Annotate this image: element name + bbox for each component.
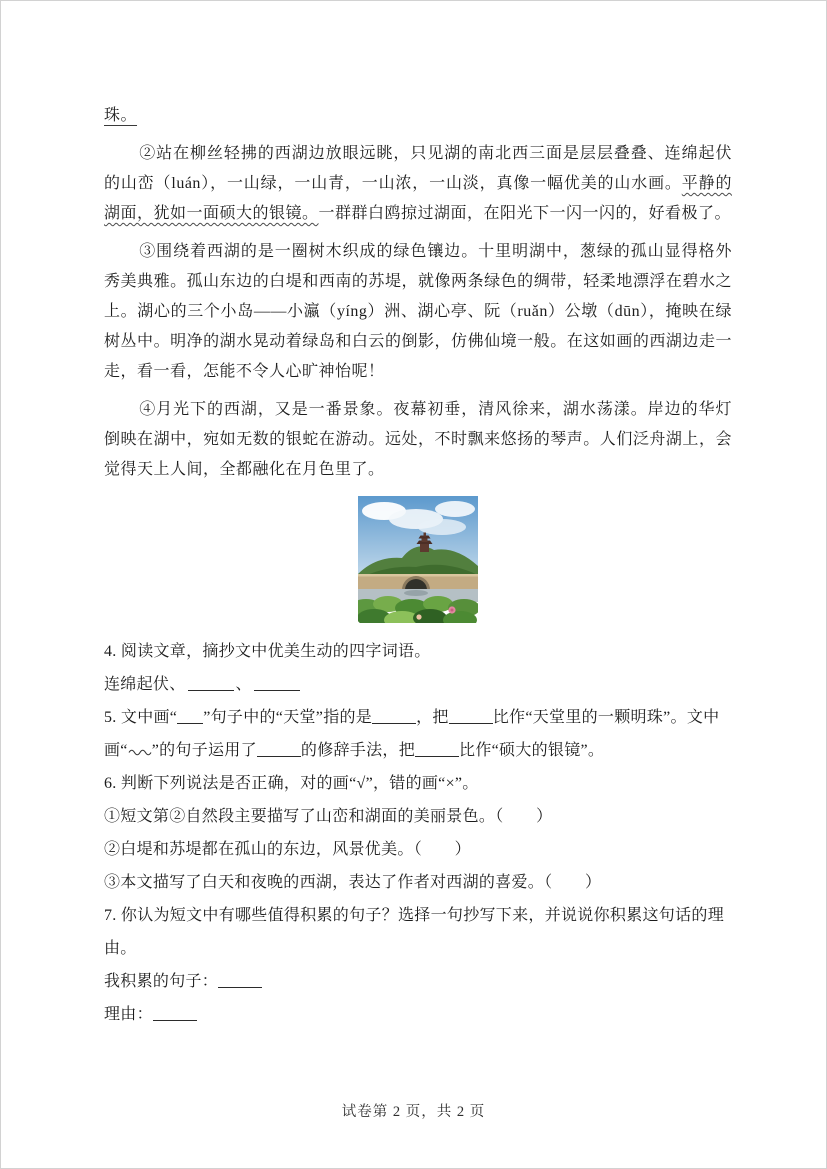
question-7-answer-label-1: 我积累的句子： (104, 973, 219, 990)
answer-blank-wavy[interactable] (128, 747, 152, 756)
question-5 (104, 701, 732, 767)
question-6-item-text: ①短文第②自然段主要描写了山峦和湖面的美丽景色。 (104, 808, 496, 825)
question-6-item-text: ②白堤和苏堤都在孤山的东边，风景优美。 (104, 841, 414, 858)
answer-paren[interactable]: （ ） (495, 808, 553, 825)
answer-blank[interactable] (153, 1007, 197, 1021)
questions-section (104, 635, 732, 1031)
question-7: 7. 你认为短文中有哪些值得积累的句子？选择一句抄写下来，并说说你积累这句话的理由。 (104, 907, 725, 957)
page-footer: 试卷第 2 页，共 2 页 (341, 1104, 486, 1120)
question-6-item-text: ③本文描写了白天和夜晚的西湖，表达了作者对西湖的喜爱。 (104, 874, 545, 891)
answer-blank[interactable] (449, 710, 493, 724)
question-4-answer-line (104, 668, 732, 701)
paragraph-2-text: ②站在柳丝轻拂的西湖边放眼远眺，只见湖的南北西三面是层层叠叠、连绵起伏的山峦（luán），一山绿，一山青，一山浓，一山淡，真像一幅优美的山水画。 (104, 145, 732, 192)
question-5-text: 比作“天堂里的一颗明珠”。文中画“ (104, 709, 720, 759)
passage-continuation-line (104, 101, 732, 131)
question-7-answer-line-1 (104, 965, 732, 998)
question-5-text: ，把 (416, 709, 449, 726)
passage-paragraph-3: ③围绕着西湖的是一圈树木织成的绿色镶边。十里明湖中，葱绿的孤山显得格外秀美典雅。孤山东边的白堤和西南的苏堤，就像两条绿色的绸带，轻柔地漂浮在碧水之上。湖心的三个小岛——小瀛（yíng）洲、湖心亭、阮（ruǎn）公墩（dūn），掩映在绿树丛中。明净的湖水晃动着绿岛和白云的倒影，仿佛仙境一般。在这如画的西湖边走一走，看一看，怎能不令人心旷神怡呢！ (104, 243, 732, 380)
answer-blank[interactable] (372, 710, 416, 724)
paragraph-2-text-after: 一群群白鸥掠过湖面，在阳光下一闪一闪的，好看极了。 (318, 205, 732, 222)
west-lake-photo (358, 496, 478, 623)
question-6-item-3 (104, 866, 732, 899)
answer-blank[interactable] (257, 743, 301, 757)
question-7-answer-line-2 (104, 998, 732, 1031)
solid-underlined-text: 珠。 (104, 107, 138, 124)
answer-blank[interactable] (177, 710, 203, 724)
answer-blank[interactable] (254, 677, 300, 691)
reading-passage (104, 101, 732, 485)
question-4-separator: 、 (235, 676, 252, 693)
question-6-item-1 (104, 800, 732, 833)
passage-paragraph-2 (104, 139, 732, 229)
question-6-item-2 (104, 833, 732, 866)
photo-lotus-leaves (358, 596, 478, 623)
question-5-text: 的修辞手法，把 (300, 742, 416, 759)
photo-bridge (358, 574, 478, 590)
question-7-answer-label-2: 理由： (104, 1006, 153, 1023)
question-5-text: ”句子中的“天堂”指的是 (203, 709, 373, 726)
question-4-answer-prefix: 连绵起伏、 (104, 676, 186, 693)
question-4: 4. 阅读文章，摘抄文中优美生动的四字词语。 (104, 643, 431, 660)
wavy-underlined-sentence: 平静的湖面，犹如一面硕大的银镜。 (104, 175, 732, 222)
answer-paren[interactable]: （ ） (413, 841, 471, 858)
answer-paren[interactable]: （ ） (544, 874, 602, 891)
page-content (104, 101, 732, 1031)
question-5-text: ”的句子运用了 (151, 742, 257, 759)
question-5-text: 5. 文中画“ (104, 709, 178, 726)
answer-blank[interactable] (415, 743, 459, 757)
west-lake-photo-graphic (358, 496, 478, 623)
question-6: 6. 判断下列说法是否正确，对的画“√”，错的画“×”。 (104, 775, 479, 792)
answer-blank[interactable] (188, 677, 234, 691)
question-5-text: 比作“硕大的银镜”。 (459, 742, 605, 759)
passage-paragraph-4: ④月光下的西湖，又是一番景象。夜幕初垂，清风徐来，湖水荡漾。岸边的华灯倒映在湖中，宛如无数的银蛇在游动。远处，不时飘来悠扬的琴声。人们泛舟湖上，会觉得天上人间，全都融化在月色里了。 (104, 401, 732, 478)
answer-blank[interactable] (218, 974, 262, 988)
